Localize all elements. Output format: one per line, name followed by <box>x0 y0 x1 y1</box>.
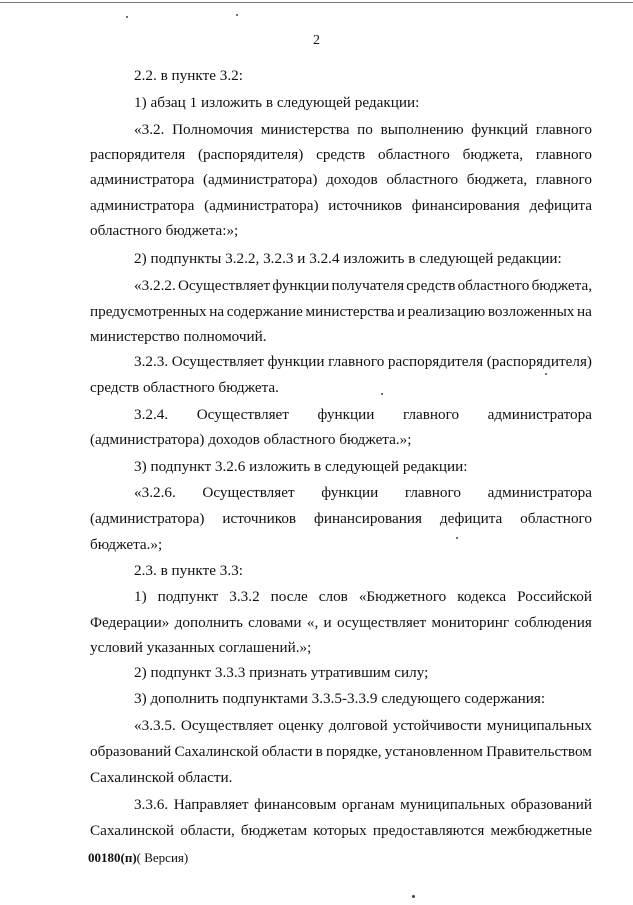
word: «3.2.2. <box>134 277 176 294</box>
word: и <box>396 303 406 320</box>
word: средств <box>406 277 456 294</box>
text-line: (администратора) доходов областного бюджета.»; <box>90 431 412 448</box>
text-line: 2.3. в пункте 3.3: <box>134 562 243 579</box>
text-line-justified <box>134 276 592 296</box>
word: Правительством <box>486 743 592 760</box>
word: главного <box>402 406 460 423</box>
document-footer <box>88 850 188 866</box>
word: словами <box>248 614 302 631</box>
word: функции <box>272 277 330 294</box>
word: устойчивости <box>392 717 482 734</box>
scan-speck <box>545 373 547 375</box>
scan-speck <box>456 537 458 539</box>
word: бюджета, <box>531 277 592 294</box>
word: Направляет <box>173 796 249 813</box>
word: областного <box>378 146 450 163</box>
word: распорядителя <box>387 353 484 370</box>
word: Осуществляет <box>202 484 295 501</box>
word: муниципальных <box>486 717 592 734</box>
word: функции <box>267 353 325 370</box>
word: главного <box>535 146 592 163</box>
word: финансирования <box>411 197 520 214</box>
word: источников <box>222 510 297 527</box>
text-line: 3) подпункт 3.2.6 изложить в следующей редакции: <box>134 458 468 475</box>
text-line: Сахалинской области. <box>90 769 233 786</box>
word: долговой <box>328 717 388 734</box>
text-line: условий указанных соглашений.»; <box>90 639 312 656</box>
footer-version: ( Версия) <box>136 850 189 865</box>
word: областного <box>520 510 592 527</box>
word: (распорядителя) <box>486 353 592 370</box>
word: муниципальных <box>400 796 506 813</box>
word: (распорядителя) <box>197 146 304 163</box>
word: возложенных <box>487 303 575 320</box>
word: Осуществляет <box>180 717 274 734</box>
text-line-justified <box>134 352 592 372</box>
text-line: бюджета.»; <box>90 536 163 553</box>
text-line-justified <box>90 196 592 216</box>
word: Осуществляет <box>196 406 289 423</box>
word: «3.2. <box>134 121 165 138</box>
text-line-justified <box>90 145 592 165</box>
word: на <box>209 303 225 320</box>
word: содержание <box>226 303 303 320</box>
scan-speck <box>126 16 128 18</box>
word: областного <box>457 277 530 294</box>
word: подпункт <box>157 588 219 605</box>
word: Сахалинской <box>90 822 175 839</box>
word: на <box>577 303 592 320</box>
word: (администратора) <box>204 197 319 214</box>
word: главного <box>535 171 592 188</box>
scan-speck <box>236 14 238 16</box>
word: мониторинг <box>431 614 510 631</box>
word: осуществляет <box>336 614 427 631</box>
word: предусмотренных <box>90 303 207 320</box>
scan-top-rule <box>0 2 633 3</box>
word: администратора <box>90 197 195 214</box>
word: области, <box>180 822 235 839</box>
word: порядке, <box>326 743 382 760</box>
word: функций <box>471 121 529 138</box>
word: доходов <box>326 171 378 188</box>
word: функции <box>317 406 375 423</box>
word: выполнению <box>380 121 464 138</box>
word: установленном <box>384 743 483 760</box>
footer-code: 00180(п) <box>88 850 137 865</box>
word: распорядителя <box>90 146 186 163</box>
text-line: 2) подпункты 3.2.2, 3.2.3 и 3.2.4 изложить в следующей редакции: <box>134 250 562 267</box>
word: которых <box>313 822 367 839</box>
text-line: 2) подпункт 3.3.3 признать утратившим силу; <box>134 664 429 681</box>
word: получателя <box>331 277 405 294</box>
word: области <box>261 743 313 760</box>
word: 3.2.3. <box>134 353 169 370</box>
word: 3.3.6. <box>134 796 169 813</box>
word: в <box>315 743 323 760</box>
word: главного <box>404 484 461 501</box>
word: министерства <box>260 121 350 138</box>
word: «3.3.5. <box>134 717 176 734</box>
word: Осуществляет <box>171 353 264 370</box>
word: «, <box>306 614 319 631</box>
text-line: средств областного бюджета. <box>90 379 279 396</box>
text-line-justified <box>90 170 592 190</box>
word: Российской <box>517 588 592 605</box>
word: слов <box>318 588 348 605</box>
word: по <box>357 121 373 138</box>
text-line: областного бюджета:»; <box>90 222 239 239</box>
text-line-justified <box>90 302 592 322</box>
word: областного <box>386 171 459 188</box>
word: «3.2.6. <box>134 484 176 501</box>
word: соблюдения <box>514 614 592 631</box>
word: главного <box>328 353 385 370</box>
word: бюджетам <box>240 822 308 839</box>
word: «Бюджетного <box>358 588 447 605</box>
word: оценку <box>278 717 324 734</box>
text-line-justified <box>90 509 592 529</box>
word: администратора <box>90 171 195 188</box>
word: реализацию <box>407 303 486 320</box>
word: после <box>270 588 308 605</box>
word: бюджета, <box>466 171 528 188</box>
word: функции <box>321 484 379 501</box>
word: дефицита <box>439 510 503 527</box>
text-line-justified <box>90 742 592 762</box>
word: финансовым <box>254 796 337 813</box>
word: администратора <box>487 406 592 423</box>
word: предоставляются <box>372 822 485 839</box>
text-line-justified <box>134 120 592 140</box>
text-line: 3) дополнить подпунктами 3.3.5-3.3.9 следующего содержания: <box>134 690 546 707</box>
text-line-justified <box>134 405 592 425</box>
scan-speck <box>412 895 415 898</box>
word: и <box>323 614 332 631</box>
text-line: 2.2. в пункте 3.2: <box>134 67 243 84</box>
word: бюджета, <box>462 146 524 163</box>
page-number: 2 <box>313 33 320 48</box>
word: финансирования <box>313 510 422 527</box>
word: органам <box>341 796 395 813</box>
word: 1) <box>134 588 147 605</box>
word: Осуществляет <box>177 277 271 294</box>
word: источников <box>328 197 403 214</box>
word: образований <box>90 743 172 760</box>
word: министерства <box>305 303 395 320</box>
text-line-justified <box>134 483 592 503</box>
text-line-justified <box>90 821 592 841</box>
word: дополнить <box>174 614 243 631</box>
word: дефицита <box>529 197 592 214</box>
word: межбюджетные <box>490 822 592 839</box>
text-line: 1) абзац 1 изложить в следующей редакции: <box>134 94 420 111</box>
word: Сахалинской <box>174 743 259 760</box>
word: 3.2.4. <box>134 406 169 423</box>
text-line-justified <box>90 613 592 633</box>
word: Полномочия <box>172 121 253 138</box>
word: Федерации» <box>90 614 170 631</box>
word: администратора <box>487 484 592 501</box>
text-line-justified <box>134 716 592 736</box>
word: средств <box>316 146 366 163</box>
word: (администратора) <box>90 510 205 527</box>
text-line-justified <box>134 795 592 815</box>
word: (администратора) <box>202 171 318 188</box>
word: образований <box>510 796 592 813</box>
word: кодекса <box>457 588 507 605</box>
text-line-justified <box>134 587 592 607</box>
text-line: министерство полномочий. <box>90 328 267 345</box>
scan-speck <box>381 393 383 395</box>
word: 3.3.2 <box>229 588 260 605</box>
word: главного <box>535 121 592 138</box>
